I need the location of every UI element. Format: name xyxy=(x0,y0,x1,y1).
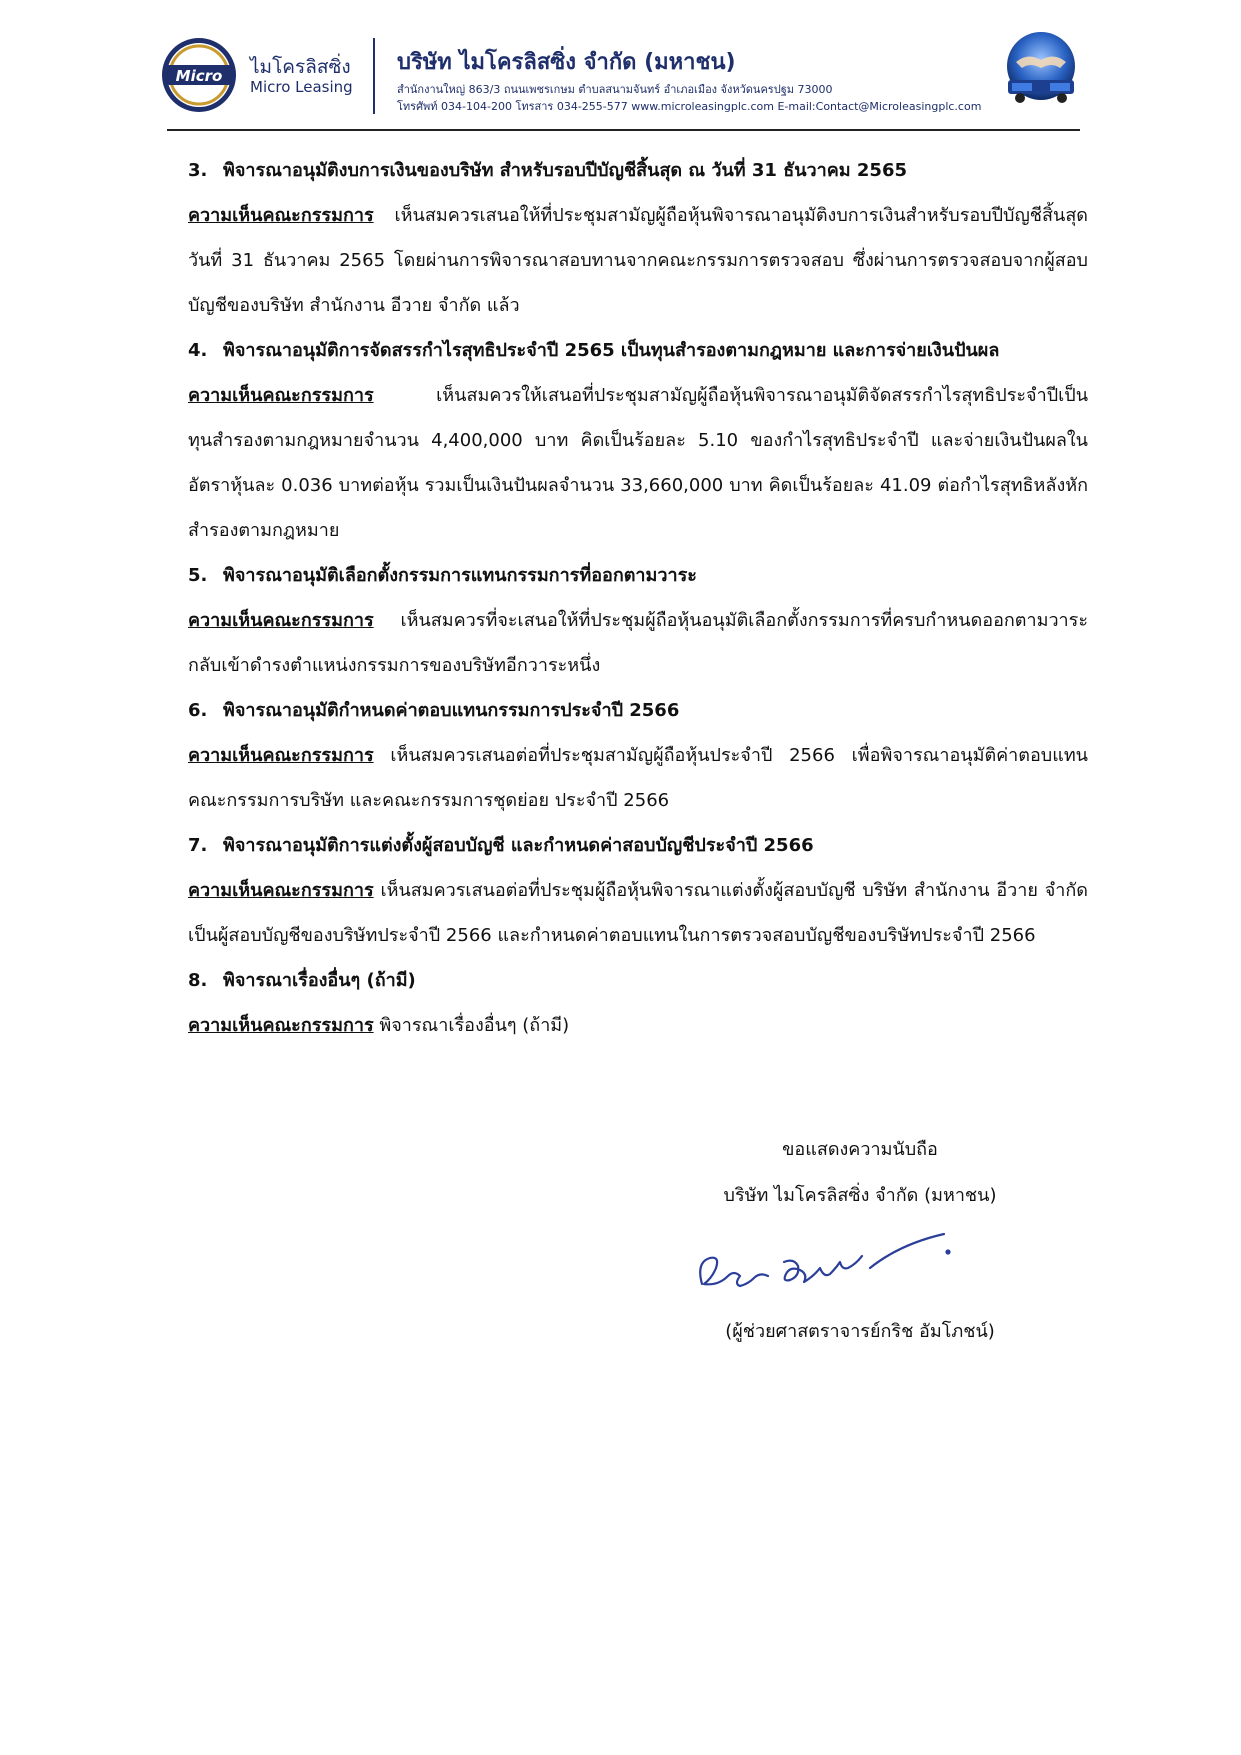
agenda-item-number: 5. xyxy=(188,565,208,586)
agenda-item-number: 6. xyxy=(188,700,208,721)
letterhead xyxy=(0,0,1241,132)
board-opinion-label: ความเห็นคณะกรรมการ xyxy=(188,385,374,406)
agenda-item-heading: พิจารณาอนุมัติการจัดสรรกำไรสุทธิประจำปี 2565 เป็นทุนสำรองตามกฎหมาย และการจ่ายเงินปันผล xyxy=(223,340,1000,361)
agenda-item-title xyxy=(188,553,1088,598)
board-opinion xyxy=(188,193,1088,328)
agenda-content xyxy=(188,148,1088,1048)
agenda-item xyxy=(188,328,1088,553)
closing-company: บริษัท ไมโครลิสซิ่ง จำกัด (มหาชน) xyxy=(723,1185,997,1206)
agenda-item-title xyxy=(188,958,1088,1003)
board-opinion xyxy=(188,733,1088,823)
agenda-item-heading: พิจารณาอนุมัติงบการเงินของบริษัท สำหรับรอบปีบัญชีสิ้นสุด ณ วันที่ 31 ธันวาคม 2565 xyxy=(223,160,907,181)
agenda-item-number: 4. xyxy=(188,340,208,361)
agenda-item xyxy=(188,688,1088,823)
company-name: บริษัท ไมโครลิสซิ่ง จำกัด (มหาชน) xyxy=(397,50,736,75)
agenda-item xyxy=(188,958,1088,1048)
logo-wordmark: Micro xyxy=(175,67,223,85)
agenda-item xyxy=(188,148,1088,328)
agenda-item-number: 7. xyxy=(188,835,208,856)
header-rule xyxy=(167,129,1080,131)
board-opinion-text: พิจารณาเรื่องอื่นๆ (ถ้ามี) xyxy=(379,1015,570,1036)
board-opinion-text: เห็นสมควรเสนอให้ที่ประชุมสามัญผู้ถือหุ้นพิจารณาอนุมัติงบการเงินสำหรับรอบปีบัญชีสิ้นสุดวันที่ 31 ธันวาคม 2565 โดยผ่านการพิจารณาสอบทานจากคณะกรรมการตรวจสอบ ซึ่งผ่านการตรวจสอบจากผู้สอบบัญชีของบริษัท สำนักงาน อีวาย จำกัด แล้ว xyxy=(188,205,1088,316)
agenda-item-number: 8. xyxy=(188,970,208,991)
company-contact: โทรศัพท์ 034-104-200 โทรสาร 034-255-577 www.microleasingplc.com E-mail:Contact@Microleasingplc.com xyxy=(397,100,982,113)
agenda-item-number: 3. xyxy=(188,160,208,181)
board-opinion-text: เห็นสมควรเสนอต่อที่ประชุมสามัญผู้ถือหุ้นประจำปี 2566 เพื่อพิจารณาอนุมัติค่าตอบแทนคณะกรรมการบริษัท และคณะกรรมการชุดย่อย ประจำปี 2566 xyxy=(188,745,1088,811)
brand-name-thai: ไมโครลิสซิ่ง xyxy=(250,56,351,78)
board-opinion xyxy=(188,868,1088,958)
signer-name: (ผู้ช่วยศาสตราจารย์กริช อัมโภชน์) xyxy=(725,1321,995,1342)
board-opinion-label: ความเห็นคณะกรรมการ xyxy=(188,745,374,766)
board-opinion-label: ความเห็นคณะกรรมการ xyxy=(188,205,374,226)
agenda-item xyxy=(188,553,1088,688)
header-divider xyxy=(373,38,375,114)
agenda-item-title xyxy=(188,328,1088,373)
agenda-item-title xyxy=(188,148,1088,193)
board-opinion xyxy=(188,598,1088,688)
agenda-item-title xyxy=(188,823,1088,868)
board-opinion xyxy=(188,373,1088,553)
agenda-item-heading: พิจารณาอนุมัติเลือกตั้งกรรมการแทนกรรมการที่ออกตามวาระ xyxy=(223,565,697,586)
board-opinion-label: ความเห็นคณะกรรมการ xyxy=(188,880,374,901)
handwritten-signature xyxy=(680,1222,980,1312)
agenda-item-heading: พิจารณาอนุมัติกำหนดค่าตอบแทนกรรมการประจำปี 2566 xyxy=(223,700,680,721)
board-opinion-text: เห็นสมควรที่จะเสนอให้ที่ประชุมผู้ถือหุ้นอนุมัติเลือกตั้งกรรมการที่ครบกำหนดออกตามวาระกลับเข้าดำรงตำแหน่งกรรมการของบริษัทอีกวาระหนึ่ง xyxy=(188,610,1088,676)
micro-leasing-logo xyxy=(160,36,238,114)
company-address: สำนักงานใหญ่ 863/3 ถนนเพชรเกษม ตำบลสนามจันทร์ อำเภอเมือง จังหวัดนครปฐม 73000 xyxy=(397,83,833,96)
board-opinion-label: ความเห็นคณะกรรมการ xyxy=(188,610,374,631)
brand-name-english: Micro Leasing xyxy=(250,78,353,96)
board-opinion-text: เห็นสมควรเสนอต่อที่ประชุมผู้ถือหุ้นพิจารณาแต่งตั้งผู้สอบบัญชี บริษัท สำนักงาน อีวาย จำกัด เป็นผู้สอบบัญชีของบริษัทประจำปี 2566 และกำหนดค่าตอบแทนในการตรวจสอบบัญชีของบริษัทประจำปี 2566 xyxy=(188,880,1088,946)
agenda-item-heading: พิจารณาอนุมัติการแต่งตั้งผู้สอบบัญชี และกำหนดค่าสอบบัญชีประจำปี 2566 xyxy=(223,835,814,856)
agenda-item-heading: พิจารณาเรื่องอื่นๆ (ถ้ามี) xyxy=(223,970,416,991)
board-opinion-label: ความเห็นคณะกรรมการ xyxy=(188,1015,374,1036)
agenda-item-title xyxy=(188,688,1088,733)
board-opinion xyxy=(188,1003,1088,1048)
agenda-item xyxy=(188,823,1088,958)
board-opinion-text: เห็นสมควรให้เสนอที่ประชุมสามัญผู้ถือหุ้นพิจารณาอนุมัติจัดสรรกำไรสุทธิประจำปีเป็นทุนสำรองตามกฎหมายจำนวน 4,400,000 บาท คิดเป็นร้อยละ 5.10 ของกำไรสุทธิประจำปี และจ่ายเงินปันผลในอัตราหุ้นละ 0.036 บาทต่อหุ้น รวมเป็นเงินปันผลจำนวน 33,660,000 บาท คิดเป็นร้อยละ 41.09 ต่อกำไรสุทธิหลังหักสำรองตามกฎหมาย xyxy=(188,385,1088,541)
handshake-truck-emblem xyxy=(998,28,1084,112)
closing-regards: ขอแสดงความนับถือ xyxy=(782,1139,938,1160)
